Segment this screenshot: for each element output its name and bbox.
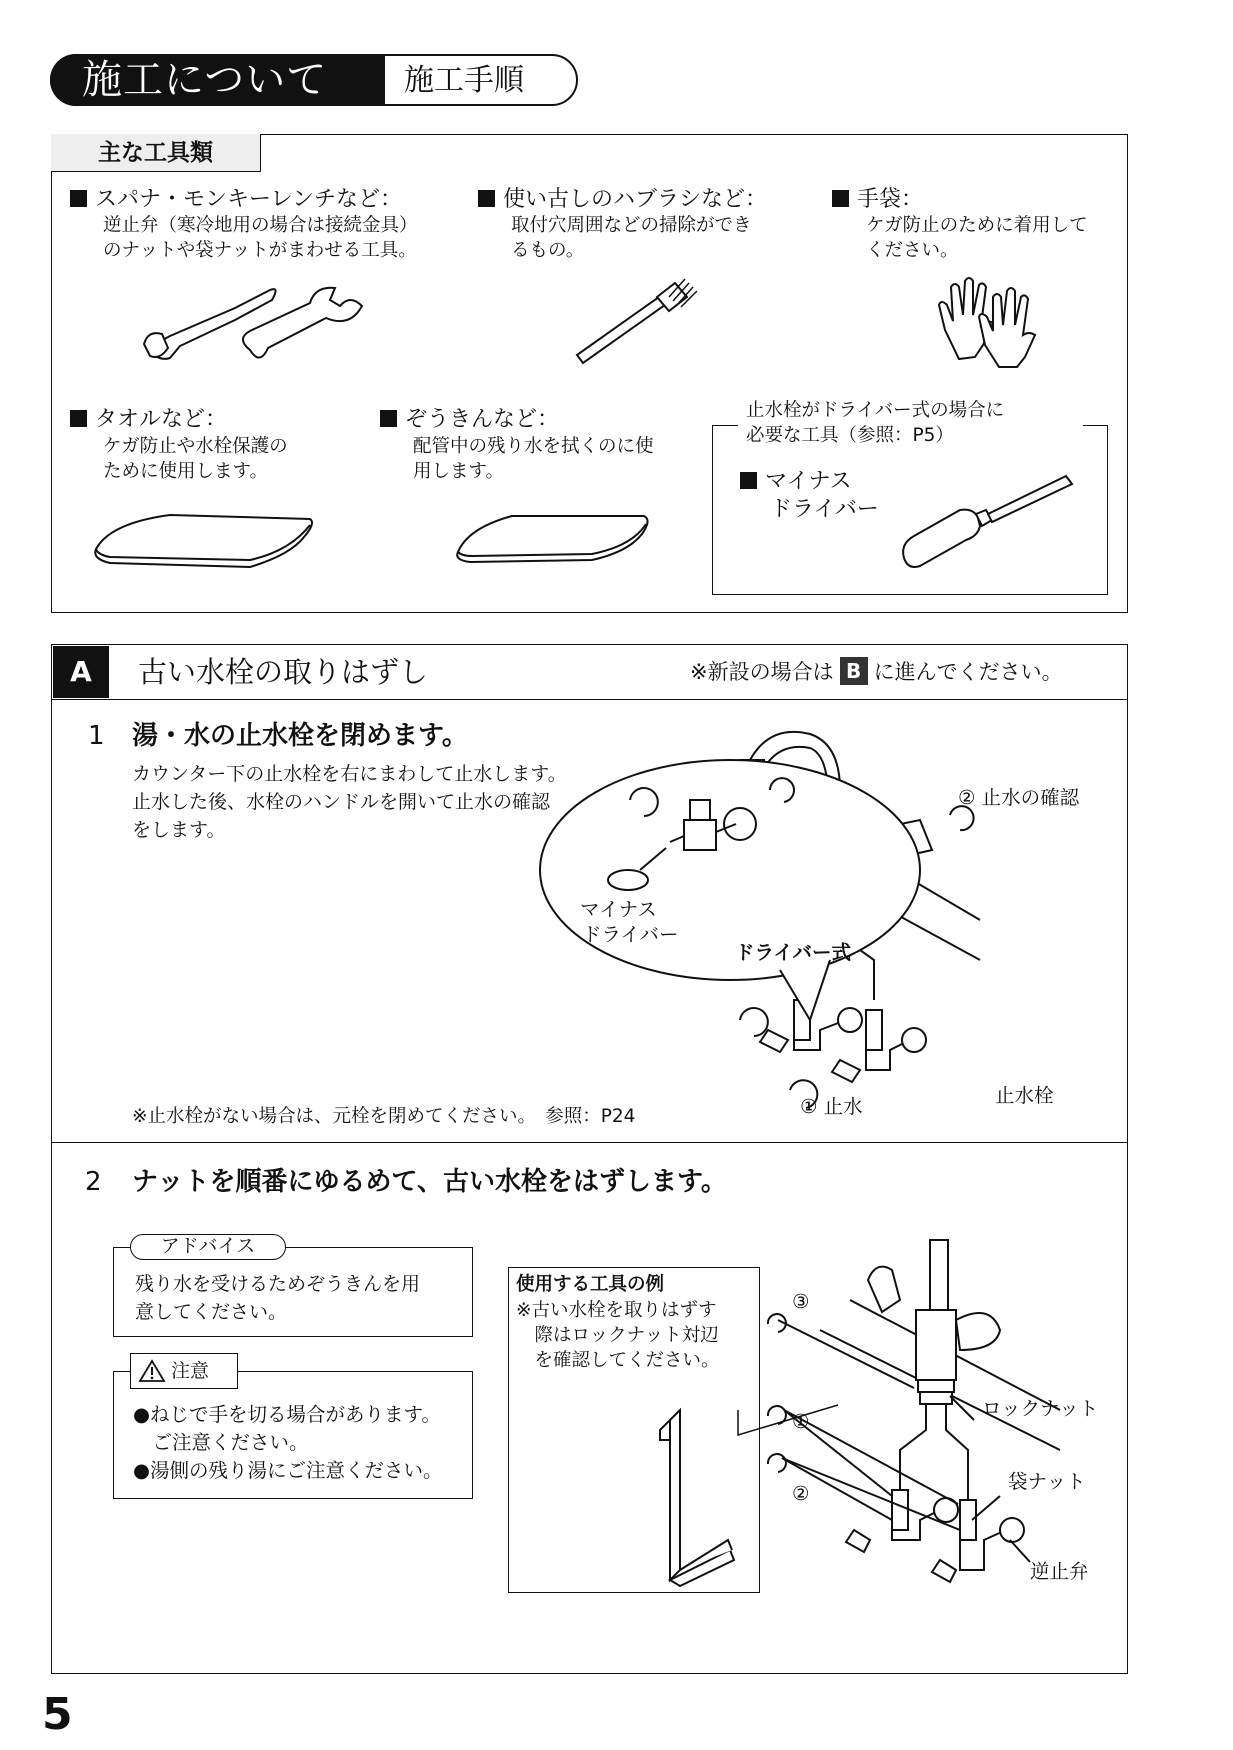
wrench-icon xyxy=(140,278,370,378)
tool-wrench-head: スパナ・モンキーレンチなど： xyxy=(70,186,402,214)
section-a-badge: A xyxy=(53,646,109,698)
page-title: 施工について xyxy=(50,54,385,106)
tools-title: 主な工具類 xyxy=(51,134,261,172)
caution-tag: 注意 xyxy=(130,1353,238,1389)
step1-number: 1 xyxy=(88,721,105,751)
step2-label-n3: ③ xyxy=(792,1290,810,1313)
step1-label-driver2: ドライバー xyxy=(582,923,679,946)
tool-gloves-head: 手袋： xyxy=(832,186,923,214)
tool-brush-desc: 取付穴周囲などの掃除ができ るもの。 xyxy=(511,215,752,261)
section-b-badge: B xyxy=(840,657,868,685)
caution-item: ●湯側の残り湯にご注意ください。 xyxy=(133,1459,443,1482)
step1-note: ※止水栓がない場合は、元栓を閉めてください。 参照：P24 xyxy=(132,1106,636,1127)
step2-label-checkvalve: 逆止弁 xyxy=(1030,1560,1089,1583)
caution-list xyxy=(133,1401,443,1485)
step2-title: ナットを順番にゆるめて、古い水栓をはずします。 xyxy=(132,1167,727,1197)
tool-example-title: 使用する工具の例 xyxy=(516,1274,665,1295)
towel-icon xyxy=(90,505,320,575)
section-a-title: 古い水栓の取りはずし xyxy=(138,655,429,689)
driver-tool-caption: 止水栓がドライバー式の場合に 必要な工具（参照：P5） xyxy=(738,398,1083,448)
step1-title: 湯・水の止水栓を閉めます。 xyxy=(132,721,468,751)
step-divider xyxy=(51,1142,1128,1143)
page-subtitle: 施工手順 xyxy=(404,63,524,98)
step2-label-n2: ② xyxy=(792,1482,810,1505)
step2-label-n1: ① xyxy=(792,1410,810,1433)
toothbrush-icon xyxy=(575,275,715,365)
tool-wrench-desc: 逆止弁（寒冷地用の場合は接続金具） のナットや袋ナットがまわせる工具。 xyxy=(103,215,418,261)
step2-number: 2 xyxy=(85,1167,102,1197)
step1-label-valve: 止水栓 xyxy=(995,1084,1054,1107)
advice-text: 残り水を受けるためぞうきんを用 意してください。 xyxy=(135,1273,421,1323)
rag-icon xyxy=(452,508,657,573)
page-number: 5 xyxy=(42,1689,73,1740)
step1-label-stop: ① 止水 xyxy=(800,1095,863,1118)
section-a-note: ※新設の場合は B に進んでください。 xyxy=(690,659,1063,684)
warning-icon xyxy=(139,1359,165,1383)
screwdriver-icon xyxy=(900,470,1080,580)
advice-tag: アドバイス xyxy=(130,1234,286,1260)
driver-tool-head: マイナス ドライバー xyxy=(740,468,879,524)
step2-label-locknut: ロックナット xyxy=(982,1397,1099,1420)
step1-body: カウンター下の止水栓を右にまわして止水します。 止水した後、水栓のハンドルを開いて止水の確認 をします。 xyxy=(132,763,567,841)
step2-label-capnut: 袋ナット xyxy=(1008,1470,1086,1493)
tool-brush-head: 使い古しのハブラシなど： xyxy=(478,186,767,214)
tool-rag-desc: 配管中の残り水を拭くのに使 用します。 xyxy=(413,436,654,482)
caution-item: ●ねじで手を切る場合があります。 ご注意ください。 xyxy=(133,1403,441,1454)
tool-towel-desc: ケガ防止や水栓保護の ために使用します。 xyxy=(103,436,288,482)
tool-example-note: ※古い水栓を取りはずす 際はロックナット対辺 を確認してください。 xyxy=(516,1300,720,1371)
gloves-icon xyxy=(935,275,1055,370)
step1-label-driver-type: ドライバー式 xyxy=(735,941,852,964)
tool-gloves-desc: ケガ防止のために着用して ください。 xyxy=(866,215,1088,261)
step1-label-driver1: マイナス xyxy=(580,898,657,921)
tool-rag-head: ぞうきんなど： xyxy=(380,406,559,434)
locknut-wrench-icon xyxy=(640,1400,760,1600)
tool-towel-head: タオルなど： xyxy=(70,406,227,434)
step1-label-confirm: ② 止水の確認 xyxy=(958,786,1080,809)
